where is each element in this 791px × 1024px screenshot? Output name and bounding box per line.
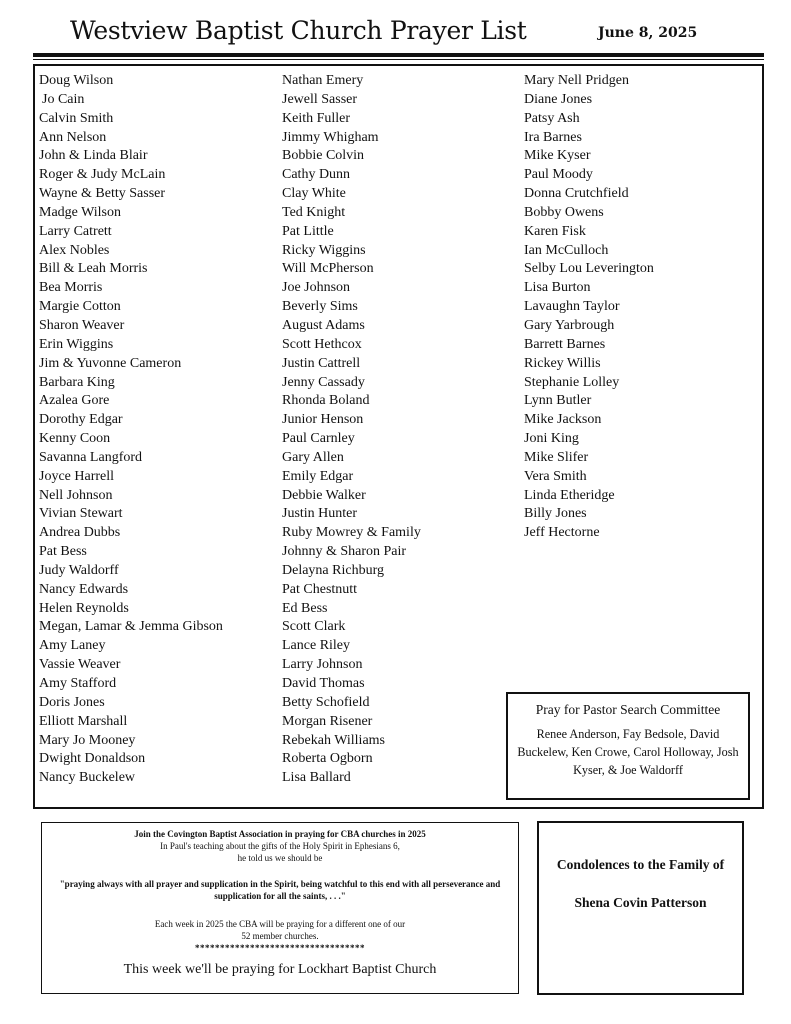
cba-week-line-2: 52 member churches. <box>241 931 319 941</box>
cba-intro-line-1: In Paul's teaching about the gifts of the Holy Spirit in Ephesians 6, <box>160 841 400 851</box>
prayer-name-item: Elliott Marshall <box>39 713 128 729</box>
prayer-name-item: Nancy Buckelew <box>39 770 136 786</box>
prayer-name-item: Justin Cattrell <box>282 355 361 371</box>
prayer-name-item: Bobby Owens <box>524 204 604 220</box>
prayer-name-item: Amy Laney <box>39 638 106 654</box>
cba-prayer-box <box>41 822 519 994</box>
prayer-name-item: Wayne & Betty Sasser <box>39 186 166 202</box>
prayer-name-item: Pat Bess <box>39 544 87 560</box>
prayer-name-item: Paul Carnley <box>282 431 355 447</box>
prayer-name-item: Ruby Mowrey & Family <box>282 525 421 541</box>
prayer-name-item: Lisa Ballard <box>282 770 351 786</box>
prayer-name-item: Johnny & Sharon Pair <box>282 544 407 560</box>
prayer-name-item: August Adams <box>282 317 365 333</box>
cba-star-divider: ********************************** <box>195 943 365 953</box>
prayer-name-item: Jimmy Whigham <box>282 129 379 145</box>
prayer-name-item: Jeff Hectorne <box>524 525 600 541</box>
prayer-name-item: Joyce Harrell <box>39 468 115 484</box>
condolences-box <box>537 821 744 995</box>
prayer-name-item: Nancy Edwards <box>39 581 129 597</box>
prayer-name-item: Scott Clark <box>282 619 346 635</box>
page-title: Westview Baptist Church Prayer List <box>70 16 527 45</box>
prayer-name-item: Ann Nelson <box>39 129 107 145</box>
pastor-search-title: Pray for Pastor Search Committee <box>535 702 721 717</box>
prayer-name-item: Diane Jones <box>524 91 593 107</box>
prayer-name-item: Mike Slifer <box>524 449 589 465</box>
prayer-name-item: Scott Hethcox <box>282 336 362 352</box>
prayer-name-item: Justin Hunter <box>282 506 358 522</box>
prayer-name-item: Junior Henson <box>282 412 364 428</box>
prayer-name-item: Pat Chestnutt <box>282 581 358 597</box>
prayer-name-item: David Thomas <box>282 676 365 691</box>
prayer-name-item: Rickey Willis <box>524 355 601 371</box>
prayer-name-item: Selby Lou Leverington <box>524 261 654 277</box>
prayer-column-3 <box>524 72 654 543</box>
prayer-name-item: Debbie Walker <box>282 487 366 503</box>
prayer-name-item: Cathy Dunn <box>282 167 351 183</box>
prayer-name-item: Jo Cain <box>42 91 85 107</box>
prayer-name-item: Lynn Butler <box>524 393 592 409</box>
pastor-search-box <box>506 692 750 800</box>
prayer-name-item: Karen Fisk <box>524 223 586 239</box>
prayer-name-item: Savanna Langford <box>39 449 143 465</box>
prayer-name-item: Madge Wilson <box>39 204 122 220</box>
prayer-name-item: Patsy Ash <box>524 110 580 126</box>
prayer-name-item: Morgan Risener <box>282 713 373 729</box>
prayer-column-1 <box>39 72 223 788</box>
prayer-name-item: Erin Wiggins <box>39 336 114 352</box>
prayer-name-item: Lavaughn Taylor <box>524 299 620 315</box>
prayer-name-item: Bea Morris <box>39 280 103 296</box>
prayer-name-item: Larry Catrett <box>39 223 112 239</box>
prayer-name-item: Clay White <box>282 186 346 202</box>
prayer-name-item: Lisa Burton <box>524 280 591 296</box>
header-divider-thin <box>33 59 764 60</box>
prayer-name-item: Mike Kyser <box>524 148 591 164</box>
prayer-name-item: Barbara King <box>39 374 115 390</box>
prayer-name-item: Alex Nobles <box>39 242 110 258</box>
prayer-name-item: John & Linda Blair <box>39 148 148 164</box>
prayer-name-item: Linda Etheridge <box>524 487 615 503</box>
prayer-name-item: Calvin Smith <box>39 110 114 126</box>
condolences-name: Shena Covin Patterson <box>574 895 707 910</box>
prayer-name-item: Vivian Stewart <box>39 506 123 522</box>
prayer-name-item: Azalea Gore <box>39 393 110 409</box>
prayer-name-item: Helen Reynolds <box>39 600 129 616</box>
prayer-name-item: Pat Little <box>282 223 334 239</box>
prayer-name-item: Ian McCulloch <box>524 242 609 258</box>
prayer-name-item: Doug Wilson <box>39 73 114 88</box>
cba-this-week-church: This week we'll be praying for Lockhart Baptist Church <box>123 962 437 977</box>
prayer-name-item: Joni King <box>524 431 579 447</box>
prayer-name-item: Bill & Leah Morris <box>39 261 148 277</box>
prayer-name-item: Dorothy Edgar <box>39 412 123 428</box>
prayer-name-item: Vassie Weaver <box>39 657 121 673</box>
prayer-name-item: Barrett Barnes <box>524 336 606 352</box>
bulletin-date: June 8, 2025 <box>598 25 698 41</box>
prayer-name-item: Delayna Richburg <box>282 562 384 578</box>
prayer-name-item: Roger & Judy McLain <box>39 167 166 183</box>
prayer-name-item: Rhonda Boland <box>282 393 370 409</box>
prayer-name-item: Margie Cotton <box>39 299 121 315</box>
prayer-name-item: Doris Jones <box>39 694 105 710</box>
prayer-name-item: Ira Barnes <box>524 129 582 145</box>
prayer-name-item: Roberta Ogborn <box>282 751 373 767</box>
prayer-name-item: Stephanie Lolley <box>524 374 620 390</box>
prayer-name-item: Mike Jackson <box>524 412 602 428</box>
prayer-name-item: Rebekah Williams <box>282 732 385 748</box>
prayer-name-item: Beverly Sims <box>282 299 358 315</box>
cba-intro-line-2: he told us we should be <box>237 853 323 863</box>
prayer-name-item: Betty Schofield <box>282 694 370 710</box>
prayer-name-item: Paul Moody <box>524 167 593 183</box>
prayer-name-item: Kenny Coon <box>39 431 111 447</box>
prayer-name-item: Vera Smith <box>524 468 587 484</box>
prayer-name-item: Ricky Wiggins <box>282 242 366 258</box>
prayer-name-item: Megan, Lamar & Jemma Gibson <box>39 619 223 635</box>
prayer-name-item: Joe Johnson <box>282 280 351 296</box>
prayer-name-item: Lance Riley <box>282 638 351 654</box>
prayer-name-item: Jenny Cassady <box>282 374 365 390</box>
header-divider-thick <box>33 53 764 57</box>
cba-heading: Join the Covington Baptist Association in praying for CBA churches in 2025 <box>134 829 426 839</box>
prayer-name-item: Sharon Weaver <box>39 317 125 333</box>
pastor-search-names: Renee Anderson, Fay Bedsole, David Buckelew, Ken Crowe, Carol Holloway, Josh Kyser, & Joe Waldorff <box>517 727 739 777</box>
prayer-name-item: Keith Fuller <box>282 110 351 126</box>
prayer-name-item: Jim & Yuvonne Cameron <box>39 355 182 371</box>
cba-scripture-quote: "praying always with all prayer and supplication in the Spirit, being watchful to this end with all perseverance and supplication for all the saints, . . ." <box>59 879 501 901</box>
prayer-name-item: Nathan Emery <box>282 73 364 88</box>
prayer-name-item: Andrea Dubbs <box>39 525 121 541</box>
prayer-name-item: Donna Crutchfield <box>524 186 629 202</box>
prayer-name-item: Amy Stafford <box>39 676 117 691</box>
prayer-name-item: Ed Bess <box>282 600 328 616</box>
condolences-heading: Condolences to the Family of <box>556 857 725 872</box>
prayer-name-item: Billy Jones <box>524 506 587 522</box>
cba-week-line-1: Each week in 2025 the CBA will be praying for a different one of our <box>154 919 406 929</box>
prayer-name-item: Mary Nell Pridgen <box>524 73 629 88</box>
prayer-name-item: Nell Johnson <box>39 487 113 503</box>
prayer-name-item: Mary Jo Mooney <box>39 732 136 748</box>
prayer-name-item: Bobbie Colvin <box>282 148 365 164</box>
prayer-name-item: Larry Johnson <box>282 657 363 673</box>
prayer-name-item: Judy Waldorff <box>39 562 119 578</box>
prayer-name-item: Will McPherson <box>282 261 374 277</box>
prayer-column-2 <box>282 72 421 788</box>
prayer-name-item: Jewell Sasser <box>282 91 358 107</box>
prayer-name-item: Gary Yarbrough <box>524 317 615 333</box>
prayer-name-item: Gary Allen <box>282 449 344 465</box>
prayer-name-item: Dwight Donaldson <box>39 751 146 767</box>
prayer-name-item: Ted Knight <box>282 204 346 220</box>
prayer-name-item: Emily Edgar <box>282 468 354 484</box>
